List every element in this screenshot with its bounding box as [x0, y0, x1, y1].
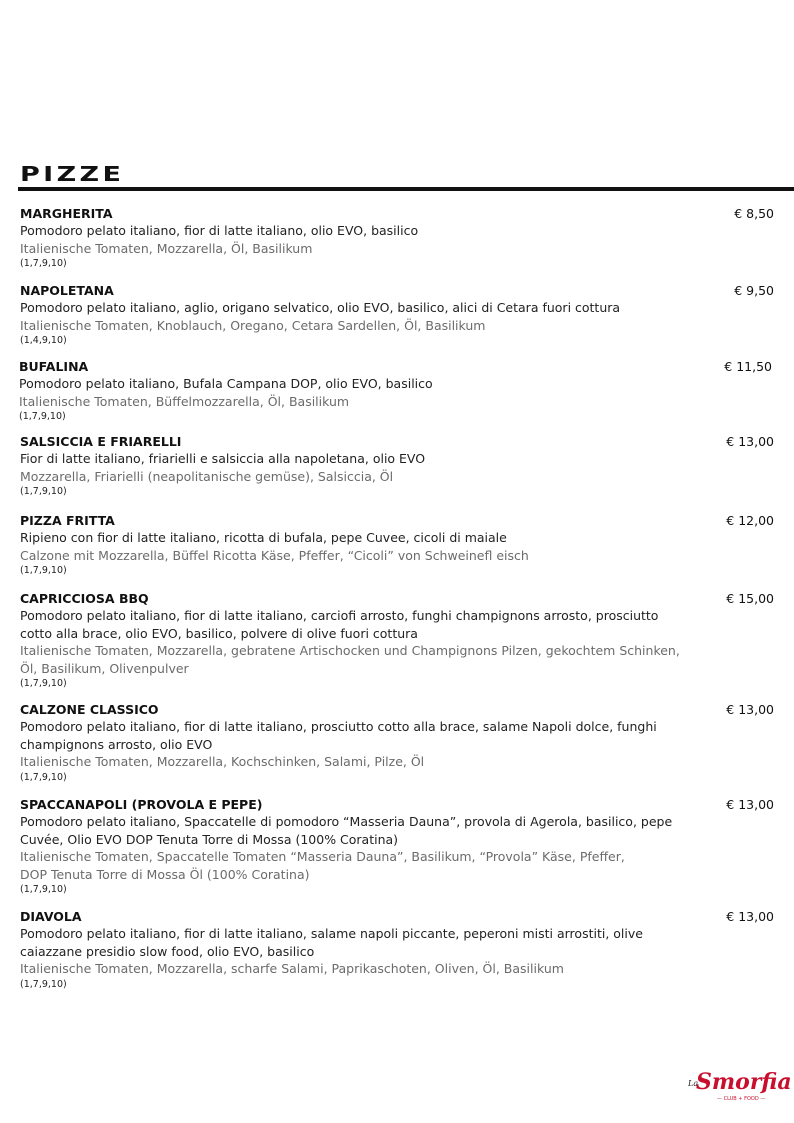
- item-description: Pomodoro pelato italiano, fior di latte italiano, carciofi arrosto, funghi champignons arrosto, prosciutto cotto alla brace, olio EVO, basilico, polvere di olive fuori cottura: [20, 608, 659, 641]
- item-allergens: (1,7,9,10): [20, 486, 67, 497]
- item-allergens: (1,7,9,10): [20, 258, 67, 269]
- item-price: € 13,00: [726, 797, 774, 812]
- item-translation: Italienische Tomaten, Mozzarella, Öl, Basilikum: [20, 240, 313, 256]
- item-description: Pomodoro pelato italiano, Bufala Campana DOP, olio EVO, basilico: [19, 376, 433, 391]
- item-description: Pomodoro pelato italiano, Spaccatelle di pomodoro “Masseria Dauna”, provola di Agerola, basilico, pepe Cuvée, Olio EVO DOP Tenuta Torre di Mossa (100% Coratina): [20, 814, 673, 847]
- menu-item-pizza-fritta: [20, 513, 774, 578]
- svg-text:Smorfia: Smorfia: [696, 1069, 792, 1095]
- item-description: Pomodoro pelato italiano, fior di latte italiano, salame napoli piccante, peperoni misti arrostiti, olive caiazzane presidio slow food, olio EVO, basilico: [20, 926, 643, 959]
- menu-item-salsiccia-e-friarelli: [20, 434, 774, 499]
- svg-text:La: La: [688, 1079, 699, 1088]
- svg-text:— CLUB + FOOD —: — CLUB + FOOD —: [717, 1096, 766, 1102]
- item-allergens: (1,7,9,10): [20, 678, 67, 689]
- section-divider: [18, 187, 794, 191]
- menu-item-diavola: [20, 909, 774, 992]
- item-price: € 13,00: [726, 909, 774, 924]
- item-allergens: (1,7,9,10): [20, 771, 67, 783]
- item-name: PIZZA FRITTA: [20, 513, 115, 528]
- item-description: Pomodoro pelato italiano, fior di latte italiano, prosciutto cotto alla brace, salame Napoli dolce, funghi champignons arrosto, olio EVO: [20, 719, 657, 752]
- item-price: € 15,00: [726, 591, 774, 606]
- item-translation: Italienische Tomaten, Büffelmozzarella, Öl, Basilikum: [19, 393, 350, 409]
- item-name: SPACCANAPOLI (PROVOLA E PEPE): [20, 797, 263, 812]
- menu-item-capricciosa-bbq: [20, 591, 774, 691]
- item-price: € 13,00: [726, 702, 774, 717]
- menu-item-calzone-classico: [20, 702, 774, 785]
- item-allergens: (1,7,9,10): [20, 978, 67, 990]
- item-description: Pomodoro pelato italiano, fior di latte italiano, olio EVO, basilico: [20, 223, 419, 238]
- item-translation: Italienische Tomaten, Mozzarella, scharfe Salami, Paprikaschoten, Oliven, Öl, Basilikum: [20, 961, 564, 976]
- item-name: SALSICCIA E FRIARELLI: [20, 434, 182, 449]
- item-name: CALZONE CLASSICO: [20, 702, 159, 717]
- item-allergens: (1,4,9,10): [20, 335, 67, 346]
- menu-item-napoletana: [20, 283, 774, 348]
- item-allergens: (1,7,9,10): [20, 565, 67, 576]
- item-translation: Mozzarella, Friarielli (neapolitanische gemüse), Salsiccia, Öl: [20, 468, 394, 484]
- item-translation: Italienische Tomaten, Mozzarella, Kochschinken, Salami, Pilze, Öl: [20, 754, 425, 769]
- item-translation: Italienische Tomaten, Knoblauch, Oregano, Cetara Sardellen, Öl, Basilikum: [20, 317, 486, 333]
- item-price: € 11,50: [724, 359, 772, 374]
- item-description: Ripieno con fior di latte italiano, ricotta di bufala, pepe Cuvee, cicoli di maiale: [20, 530, 507, 545]
- item-name: NAPOLETANA: [20, 283, 114, 298]
- item-name: BUFALINA: [19, 359, 89, 374]
- item-translation: Italienische Tomaten, Spaccatelle Tomaten “Masseria Dauna”, Basilikum, “Provola” Käse, Pfeffer, DOP Tenuta Torre di Mossa Öl (100% Coratina): [20, 849, 625, 882]
- item-description: Fior di latte italiano, friarielli e salsiccia alla napoletana, olio EVO: [20, 451, 426, 466]
- menu-item-spaccanapoli: [20, 797, 774, 897]
- item-allergens: (1,7,9,10): [19, 411, 66, 422]
- item-price: € 9,50: [734, 283, 774, 298]
- item-name: CAPRICCIOSA BBQ: [20, 591, 149, 606]
- item-translation: Italienische Tomaten, Mozzarella, gebratene Artischocken und Champignons Pilzen, gekochtem Schinken, Öl, Basilikum, Olivenpulver: [20, 643, 680, 676]
- smorfia-logo-icon: [686, 1062, 792, 1106]
- smorfia-logo: [686, 1062, 792, 1106]
- item-description: Pomodoro pelato italiano, aglio, origano selvatico, olio EVO, basilico, alici di Cetara fuori cottura: [20, 300, 621, 315]
- item-price: € 12,00: [726, 513, 774, 528]
- item-price: € 13,00: [726, 434, 774, 449]
- item-allergens: (1,7,9,10): [20, 884, 67, 895]
- item-name: DIAVOLA: [20, 909, 82, 924]
- menu-item-bufalina: [19, 359, 772, 424]
- menu-item-margherita: [20, 206, 774, 271]
- item-price: € 8,50: [734, 206, 774, 221]
- item-name: MARGHERITA: [20, 206, 113, 221]
- item-translation: Calzone mit Mozzarella, Büffel Ricotta Käse, Pfeffer, “Cicoli” von Schweinefl eisch: [20, 547, 529, 563]
- section-title: PIZZE: [20, 162, 125, 186]
